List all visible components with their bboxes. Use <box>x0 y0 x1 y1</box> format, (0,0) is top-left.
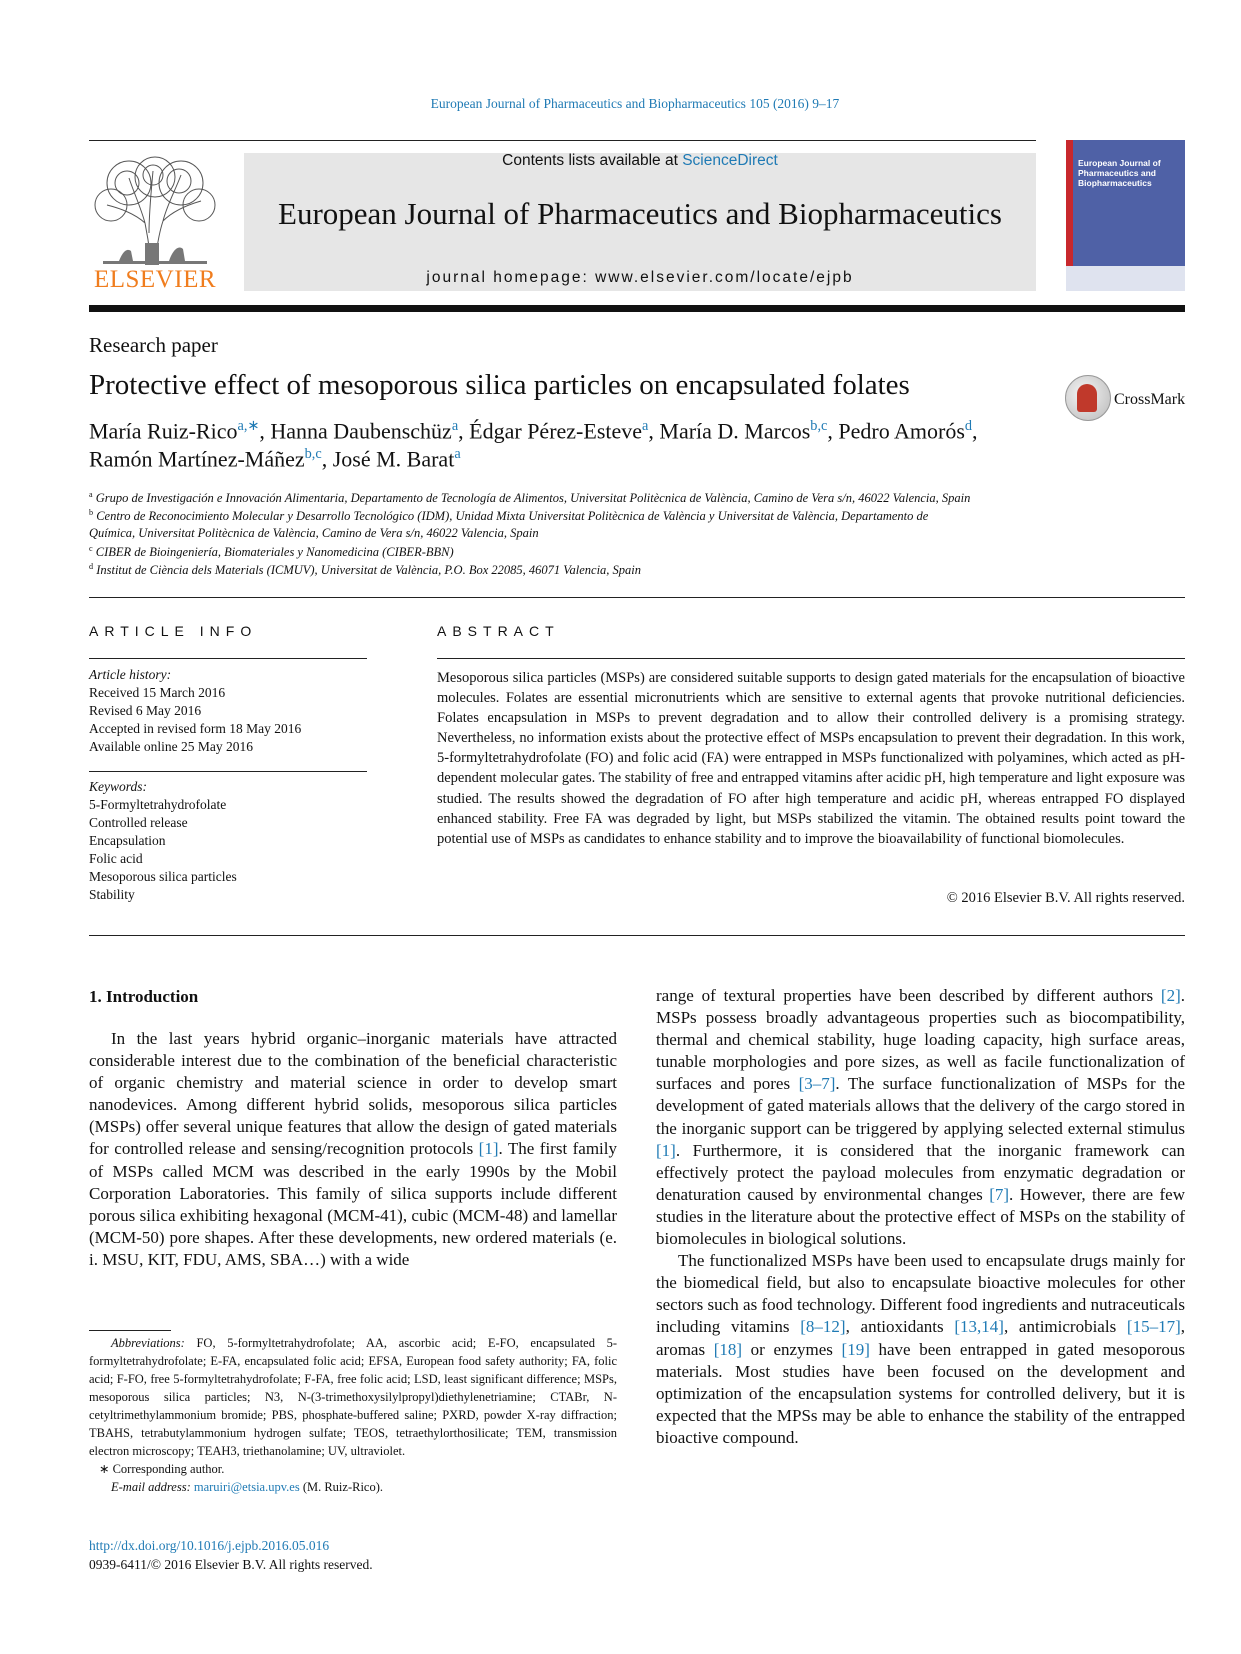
issn-line: 0939-6411/© 2016 Elsevier B.V. All rights reserved. <box>89 1557 373 1572</box>
cover-footer <box>1066 266 1185 291</box>
keywords-label: Keywords: <box>89 779 147 794</box>
author-affil-marker[interactable]: a <box>454 446 461 462</box>
abbreviations-text: FO, 5-formyltetrahydrofolate; AA, ascorbic acid; E-FO, encapsulated 5-formyltetrahydrofolate; E-FA, encapsulated folic acid; EFSA, European food safety authority; FA, folic acid; F-FO, free 5-formyltetrahydrofolate; F-FA, free folic acid; LSD, least significant difference; MSPs, mesoporous silica particles; N3, N-(3-trimethoxysilylpropyl)diethylenetriamine; CTABr, N-cetyltrimethylammonium bromide; PBS, phosphate-buffered saline; PXRD, powder X-ray diffraction; TBAHS, tetrabutylammonium hydrogen sulfate; TEOS, tetraethylorthosilicate; TEM, transmission electron microscopy; TEAH3, triethanolamine; UV, ultraviolet. <box>89 1336 618 1458</box>
crossmark-label[interactable]: CrossMark <box>1114 391 1186 408</box>
author-affil-marker[interactable]: a <box>451 418 459 434</box>
history-item: Revised 6 May 2016 <box>89 703 202 718</box>
contents-line <box>244 152 1036 170</box>
email-footnote <box>89 1478 617 1496</box>
affiliation-text: Grupo de Investigación e Innovación Alimentaria, Departamento de Tecnología de Alimentos, Universitat Politècnica de València, Camino de Vera s/n, 46022 Valencia, Spain <box>95 491 971 506</box>
body-text: In the last years hybrid organic–inorganic materials have attracted considerable interest due to the combination of the beneficial characteristic of organic chemistry and material science in order to develop smart nanodevices. Among different hybrid solids, mesoporous silica particles (MSPs) offer several unique features that allow the design of gated materials for controlled release and sensing/recognition protocols <box>89 1029 617 1159</box>
body-text: , antimicrobials <box>1003 1317 1127 1337</box>
keyword: 5-Formyltetrahydrofolate <box>89 797 227 812</box>
author-line-2 <box>89 446 461 472</box>
author-affil-marker[interactable]: a <box>642 418 649 434</box>
affiliation-text: CIBER de Bioingeniería, Biomateriales y Nanomedicina (CIBER-BBN) <box>95 545 454 560</box>
paragraph <box>656 985 1185 1250</box>
masthead-rule <box>89 305 1185 312</box>
intro-column-2 <box>656 985 1185 1449</box>
article-info-heading: ARTICLE INFO <box>89 623 258 639</box>
author[interactable]: María Ruiz-Rico <box>89 418 238 444</box>
author-separator: , <box>458 418 470 444</box>
body-text: range of textural properties have been described by different authors <box>656 986 1161 1005</box>
author-affil-marker[interactable]: a,∗ <box>237 418 260 434</box>
keyword: Mesoporous silica particles <box>89 869 237 884</box>
citation-link[interactable]: [8–12] <box>800 1317 846 1337</box>
author-separator: , <box>321 446 333 472</box>
author-separator: , <box>648 418 660 444</box>
citation-link[interactable]: [13,14] <box>954 1317 1004 1337</box>
citation-link[interactable]: [1] <box>478 1139 499 1159</box>
footnotes <box>89 1334 617 1496</box>
citation-link[interactable]: [3–7] <box>798 1074 836 1094</box>
journal-title: European Journal of Pharmaceutics and Biopharmaceutics <box>278 196 1002 231</box>
introduction-heading: 1. Introduction <box>89 987 199 1006</box>
citation-link[interactable]: [2] <box>1160 986 1181 1005</box>
footnote-rule <box>89 1330 171 1331</box>
body-text: . MSPs possess broadly advantageous properties such as biocompatibility, thermal and chemical stability, huge loading capacity, high surface areas, tunable morphologies and pore sizes, as well as facile functionalization of surfaces and pores <box>656 986 1185 1094</box>
sciencedirect-link[interactable]: ScienceDirect <box>682 152 778 169</box>
affiliation-text: Química, Universitat Politècnica de València, Camino de Vera s/n, 46022 Valencia, Spain <box>89 526 539 540</box>
body-text: . Furthermore, it is considered that the inorganic framework can effectively protect the payload molecules from enzymatic degradation or denaturation caused by environmental changes <box>656 1140 1185 1204</box>
affiliation <box>89 562 641 578</box>
author[interactable]: Édgar Pérez-Esteve <box>469 418 643 444</box>
author-line-1 <box>89 418 978 444</box>
journal-reference[interactable]: European Journal of Pharmaceutics and Biopharmaceutics 105 (2016) 9–17 <box>430 96 840 111</box>
citation-link[interactable]: [19] <box>841 1339 870 1359</box>
keyword: Stability <box>89 887 135 902</box>
citation-link[interactable]: [1] <box>656 1140 676 1160</box>
history-item: Available online 25 May 2016 <box>89 739 253 754</box>
article-history <box>89 666 369 756</box>
section-divider <box>89 597 1185 598</box>
body-text: The functionalized MSPs have been used to encapsulate drugs mainly for the biomedical field, but also to encapsulate bioactive molecules for other sectors such as food technology. Different food ingredients and nutraceuticals including vitamins <box>656 1251 1185 1337</box>
intro-column-1 <box>89 1028 617 1271</box>
author-separator: , <box>827 418 839 444</box>
email-label: E-mail address: <box>111 1480 191 1494</box>
citation-link[interactable]: [18] <box>713 1339 743 1359</box>
affiliation-key: d <box>89 562 94 571</box>
corresponding-author: ∗ Corresponding author. <box>99 1462 225 1476</box>
article-info-divider <box>89 658 367 659</box>
crossmark-bookmark-icon <box>1077 384 1097 412</box>
body-text: , aromas <box>656 1317 1185 1359</box>
body-text: . The surface functionalization of MSPs for the development of gated materials allows that the delivery of the cargo stored in the inorganic support can be triggered by applying selected external stimulus <box>656 1074 1185 1138</box>
doi-link[interactable]: http://dx.doi.org/10.1016/j.ejpb.2016.05.016 <box>89 1538 330 1553</box>
author[interactable]: José M. Barat <box>332 446 455 472</box>
affiliation <box>89 508 928 524</box>
affiliation-key: a <box>89 490 93 499</box>
affiliation-continued <box>89 526 539 541</box>
email-suffix: (M. Ruiz-Rico). <box>299 1480 384 1494</box>
author[interactable]: Ramón Martínez-Máñez <box>89 446 305 472</box>
author-affil-marker[interactable]: b,c <box>304 446 322 462</box>
cover-title: European Journal of Pharmaceutics and Biopharmaceutics <box>1078 158 1161 188</box>
abstract-heading: ABSTRACT <box>437 623 560 639</box>
history-item: Accepted in revised form 18 May 2016 <box>89 721 302 736</box>
abbreviations-footnote <box>89 1334 617 1460</box>
author-affil-marker[interactable]: d <box>964 418 973 434</box>
affiliation <box>89 490 970 506</box>
keywords <box>89 778 369 904</box>
affiliation-key: c <box>89 544 93 553</box>
abbreviations-label: Abbreviations: <box>111 1336 185 1350</box>
paragraph <box>656 1250 1185 1449</box>
body-text: . However, there are few studies in the literature about the protective effect of MSPs on the stability of biomolecules in biological solutions. <box>656 1184 1185 1249</box>
author[interactable]: Hanna Daubenschüz <box>270 418 452 444</box>
history-item: Received 15 March 2016 <box>89 685 226 700</box>
affiliation-key: b <box>89 508 94 517</box>
contents-prefix: Contents lists available at <box>502 152 683 169</box>
history-label: Article history: <box>89 667 172 682</box>
paper-title: Protective effect of mesoporous silica particles on encapsulated folates <box>89 369 910 401</box>
keyword: Encapsulation <box>89 833 166 848</box>
author-separator: , <box>972 418 978 444</box>
author-affil-marker[interactable]: b,c <box>810 418 828 434</box>
body-text: . The first family of MSPs called MCM was described in the early 1990s by the Mobil Corporation Laboratories. This family of silica supports include different porous silica exhibiting hexagonal (MCM-41), cubic (MCM-48) and lamellar (MCM-50) pore shapes. After these developments, new ordered materials (e. i. MSU, KIT, FDU, AMS, SBA…) with a wide <box>89 1139 617 1269</box>
elsevier-wordmark: ELSEVIER <box>93 266 217 293</box>
affiliation-text: Centro de Reconocimiento Molecular y Desarrollo Tecnológico (IDM), Unidad Mixta Universitat Politècnica de València y Universitat de València, Departamento de <box>96 509 929 524</box>
author[interactable]: María D. Marcos <box>659 418 811 444</box>
keyword: Controlled release <box>89 815 188 830</box>
keyword: Folic acid <box>89 851 143 866</box>
abstract-copyright: © 2016 Elsevier B.V. All rights reserved. <box>946 890 1185 906</box>
body-text: , antioxidants <box>845 1317 955 1337</box>
citation-link[interactable]: [7] <box>989 1184 1010 1204</box>
citation-link[interactable]: [15–17] <box>1126 1317 1181 1337</box>
article-type: Research paper <box>89 333 218 357</box>
abstract-divider <box>437 658 1185 659</box>
header-divider <box>89 140 1036 141</box>
affiliation-text: Institut de Ciència dels Materials (ICMUV), Universitat de València, P.O. Box 22085, 46071 Valencia, Spain <box>96 563 642 578</box>
body-text: or enzymes <box>742 1339 842 1359</box>
author-separator: , <box>259 418 271 444</box>
author[interactable]: Pedro Amorós <box>838 418 965 444</box>
keywords-divider <box>89 771 367 772</box>
email-link[interactable]: maruiri@etsia.upv.es <box>193 1480 300 1494</box>
section-divider <box>89 935 1185 936</box>
journal-homepage[interactable]: journal homepage: www.elsevier.com/locate/ejpb <box>426 269 854 286</box>
body-text: have been entrapped in gated mesoporous materials. Most studies have been focused on the development and optimization of the encapsulation systems for controlled delivery, but it is expected that the MPSs may be able to enhance the stability of the entrapped bioactive compound. <box>656 1339 1185 1447</box>
affiliation <box>89 544 454 560</box>
abstract-text: Mesoporous silica particles (MSPs) are considered suitable supports to design gated materials for the encapsulation of bioactive molecules. Folates are essential micronutrients which are sensitive to external agents that provoke nutritional deficiencies. Folates encapsulation in MSPs to prevent degradation and to allow their controlled delivery is a promising strategy. Nevertheless, no information exists about the protective effect of MSPs encapsulation to prevent their degradation. In this work, 5-formyltetrahydrofolate (FO) and folic acid (FA) were entrapped in MSPs functionalized with polyamines, which acted as pH-dependent molecular gates. The stability of free and entrapped vitamins after acidic pH, high temperature and light exposure was studied. The results showed the degradation of FO after high temperature and acidic pH, whereas entrapped FO displayed enhanced stability. Free FA was degraded by light, but MSPs stabilized the vitamin. The obtained results point toward the potential use of MSPs as candidates to enhance stability and to improve the bioavailability of functional biomolecules. <box>437 670 1185 847</box>
